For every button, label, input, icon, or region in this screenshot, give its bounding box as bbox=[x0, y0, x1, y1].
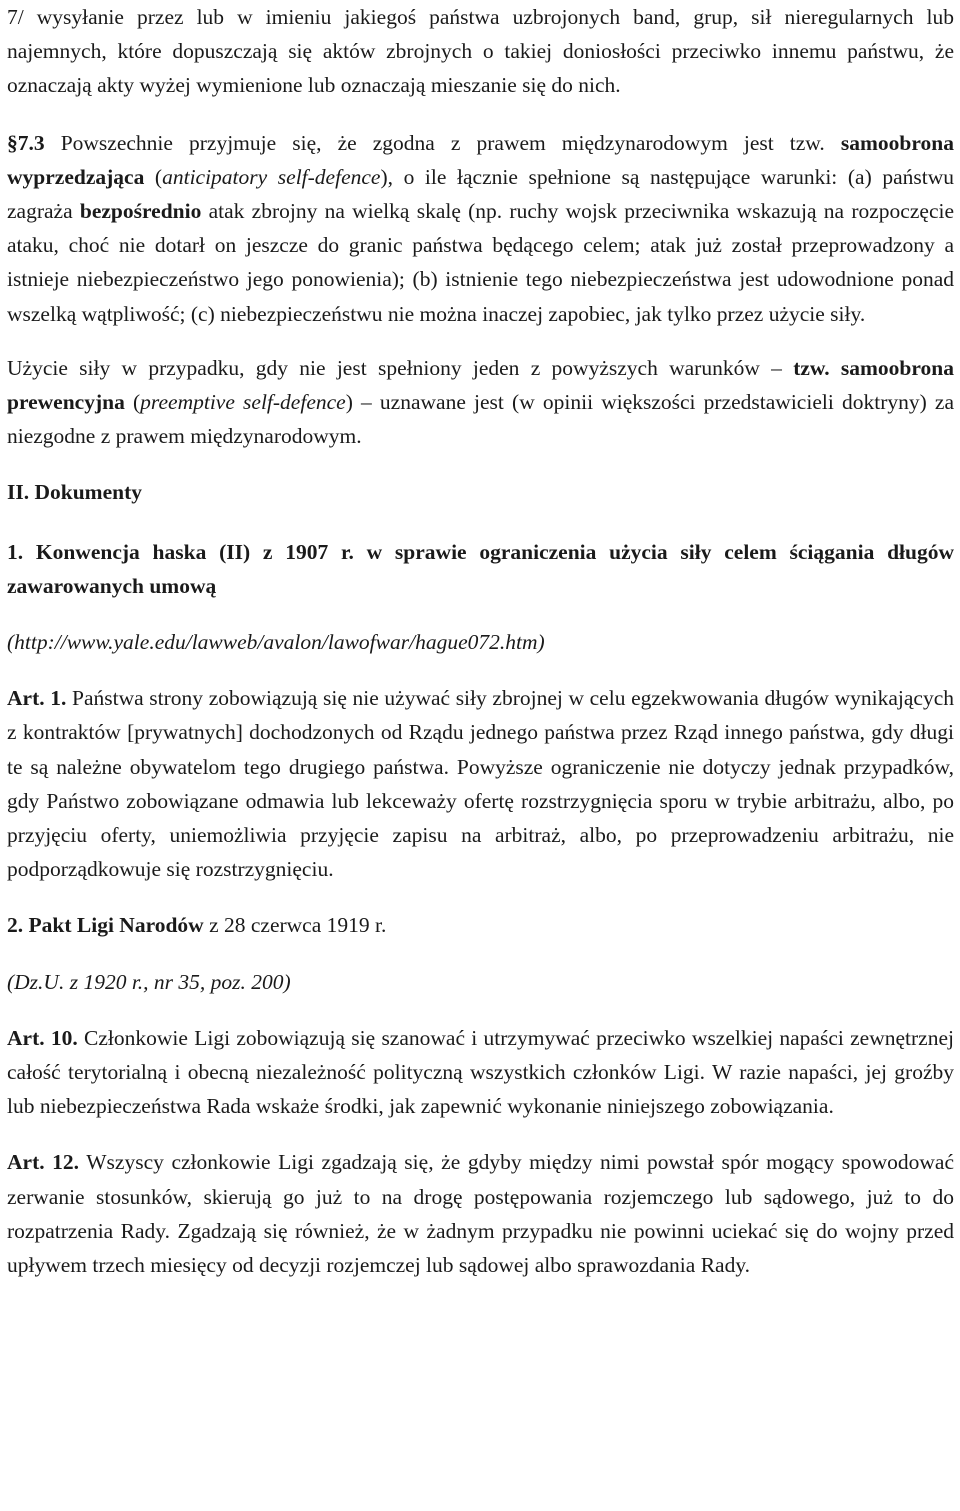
text: atak zbrojny na wielką skalę (np. ruchy wojsk przeciwnika wskazują na rozpoczęcie ataku, choć nie dotarł on jeszcze do granic państwa będącego celem; atak już został przeprowadzony a istnieje niebezpieczeństwo jego ponowienia); (b) istnienie tego niebezpieczeństwa jest udowodnione ponad wszelką wątpliwość; (c) niebezpieczeństwu nie można inaczej zapobiec, jak tylko przez użycie siły. bbox=[7, 199, 954, 326]
heading-text: II. Dokumenty bbox=[7, 480, 142, 505]
term-preemptive-en: preemptive self-defence bbox=[140, 390, 346, 415]
league-covenant-title bbox=[7, 908, 954, 942]
text: ), o ile łącznie spełnione są następujące warunki: (a) państwu zagraża bbox=[7, 164, 954, 224]
url-text[interactable]: (http://www.yale.edu/lawweb/avalon/lawofwar/hague072.htm) bbox=[7, 630, 545, 655]
term-anticipatory: samoobrona wyprzedzająca bbox=[7, 130, 954, 189]
article-text: Członkowie Ligi zobowiązują się szanować i utrzymywać przeciwko wszelkiej napaści zewnętrznej całość terytorialną i obecną niezależność polityczną wszystkich członków Ligi. W razie napaści, jej groźby lub niebezpieczeństwa Rada wskaże środki, jak zapewnić wykonanie niniejszego zobowiązania. bbox=[7, 1025, 954, 1119]
article-text: Państwa strony zobowiązują się nie używać siły zbrojnej w celu egzekwowania długów wynikających z kontraktów [prywatnych] dochodzonych od Rządu jednego państwa przez Rząd innego państwa, gdy długi te są należne obywatelom tego drugiego państwa. Powyższe ograniczenie nie dotyczy jednak przypadków, gdy Państwo zobowiązane odmawia lub lekceważy ofertę rozstrzygnięcia sporu w trybie arbitrażu, albo, po przyjęciu oferty, uniemożliwia przyjęcie zapisu na arbitraż, albo, po przeprowadzeniu arbitrażu, nie podporządkowuje się rozstrzygnięciu. bbox=[7, 686, 954, 882]
emphasis-bezposrednio: bezpośrednio bbox=[79, 199, 202, 224]
hague-article-1 bbox=[7, 681, 954, 886]
term-anticipatory-en: anticipatory self-defence bbox=[162, 164, 381, 189]
league-article-12 bbox=[7, 1145, 954, 1282]
article-label: Art. 12. bbox=[7, 1150, 80, 1175]
text: Powszechnie przyjmuje się, że zgodna z prawem międzynarodowym jest tzw. bbox=[44, 130, 841, 155]
article-text: Wszyscy członkowie Ligi zgadzają się, że gdyby między nimi powstał spór mogący spowodować zerwanie stosunków, skierują go już to na drogę postępowania rozjemczego lub sądowego, już to do rozpatrzenia Rady. Zgadzają się również, że w żadnym przypadku nie powinni uciekać się do wojny przed upływem trzech miesięcy od decyzji rozjemczej lub sądowej albo sprawozdania Rady. bbox=[7, 1150, 954, 1278]
text: Użycie siły w przypadku, gdy nie jest spełniony jeden z powyższych warunków – bbox=[7, 355, 794, 380]
section-heading-documents bbox=[7, 475, 954, 509]
league-citation bbox=[7, 965, 954, 999]
article-label: Art. 1. bbox=[7, 686, 67, 711]
text: ) – uznawane jest (w opinii większości przedstawicieli doktryny) za niezgodne z prawem międzynarodowym. bbox=[7, 390, 955, 449]
term-preemptive: tzw. samoobrona prewencyjna bbox=[7, 355, 955, 415]
title-date: z 28 czerwca 1919 r. bbox=[203, 913, 387, 938]
text: ( bbox=[144, 164, 163, 189]
hague-source-link[interactable] bbox=[7, 625, 954, 659]
section-number: §7.3 bbox=[7, 130, 45, 155]
league-article-10 bbox=[7, 1021, 954, 1124]
paragraph-section-7-3 bbox=[7, 126, 954, 331]
heading-text: 2. Pakt Ligi Narodów bbox=[7, 913, 204, 938]
text: ( bbox=[124, 390, 141, 415]
paragraph-preemptive bbox=[7, 351, 954, 454]
paragraph-item-7: 7/ wysyłanie przez lub w imieniu jakiegoś państwa uzbrojonych band, grup, sił nieregularnych lub najemnych, które dopuszczają się aktów zbrojnych o takiej doniosłości przeciwko innemu państwu, że oznaczają akty wyżej wymienione lub oznaczają mieszanie się do nich. bbox=[7, 5, 954, 98]
article-label: Art. 10. bbox=[7, 1025, 78, 1050]
heading-text: 1. Konwencja haska (II) z 1907 r. w sprawie ograniczenia użycia siły celem ściągania długów zawarowanych umową bbox=[7, 539, 954, 598]
citation-text: (Dz.U. z 1920 r., nr 35, poz. 200) bbox=[7, 969, 291, 994]
hague-convention-title bbox=[7, 535, 954, 603]
